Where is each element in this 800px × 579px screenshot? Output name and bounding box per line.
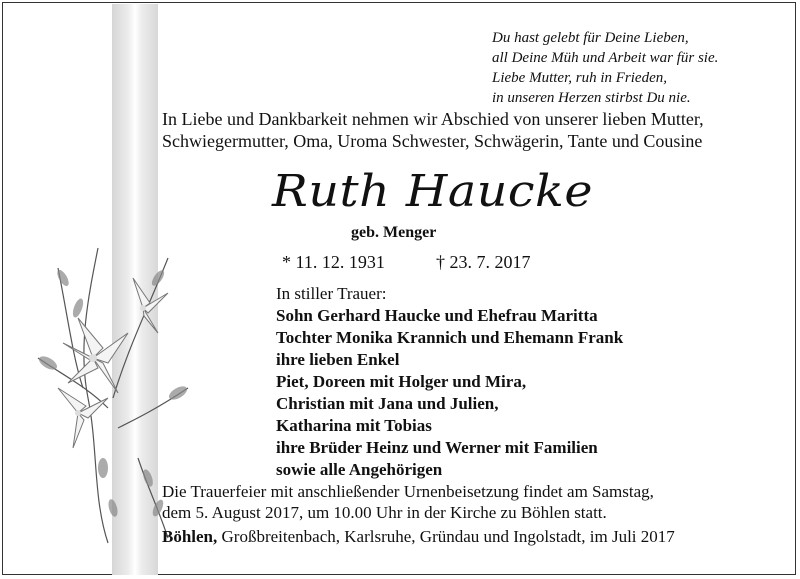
family-line: ihre Brüder Heinz und Werner mit Familien xyxy=(276,438,598,457)
birth-date: * 11. 12. 1931 xyxy=(282,252,385,272)
service-info xyxy=(162,481,654,523)
signature-place: Böhlen, xyxy=(162,527,218,546)
intro-text xyxy=(162,108,704,152)
poem-line: Liebe Mutter, ruh in Frieden, xyxy=(492,70,667,86)
service-line: Die Trauerfeier mit anschließender Urnenbeisetzung findet am Samstag, xyxy=(162,482,654,501)
family-line: Katharina mit Tobias xyxy=(276,416,432,435)
intro-line: Schwiegermutter, Oma, Uroma Schwester, Schwägerin, Tante und Cousine xyxy=(162,131,703,151)
maiden-name: geb. Menger xyxy=(351,224,437,241)
signature-line xyxy=(162,527,675,547)
family-line: Christian mit Jana und Julien, xyxy=(276,394,499,413)
poem-verse xyxy=(492,28,718,108)
poem-line: Du hast gelebt für Deine Lieben, xyxy=(492,30,689,46)
family-line: Tochter Monika Krannich und Ehemann Frank xyxy=(276,328,624,347)
family-line: sowie alle Angehörigen xyxy=(276,460,443,479)
deceased-name: Ruth Haucke xyxy=(272,166,594,217)
family-line: ihre lieben Enkel xyxy=(276,350,400,369)
signature-rest: Großbreitenbach, Karlsruhe, Gründau und Ingolstadt, im Juli 2017 xyxy=(217,527,675,546)
poem-line: all Deine Müh und Arbeit war für sie. xyxy=(492,50,719,66)
family-line: Sohn Gerhard Haucke und Ehefrau Maritta xyxy=(276,306,598,325)
mourning-heading: In stiller Trauer: xyxy=(276,284,387,303)
family-list xyxy=(276,305,623,481)
poem-line: in unseren Herzen stirbst Du nie. xyxy=(492,90,691,106)
service-line: dem 5. August 2017, um 10.00 Uhr in der Kirche zu Böhlen statt. xyxy=(162,503,607,522)
family-line: Piet, Doreen mit Holger und Mira, xyxy=(276,372,527,391)
death-date: † 23. 7. 2017 xyxy=(436,252,531,272)
intro-line: In Liebe und Dankbarkeit nehmen wir Abschied von unserer lieben Mutter, xyxy=(162,109,704,129)
